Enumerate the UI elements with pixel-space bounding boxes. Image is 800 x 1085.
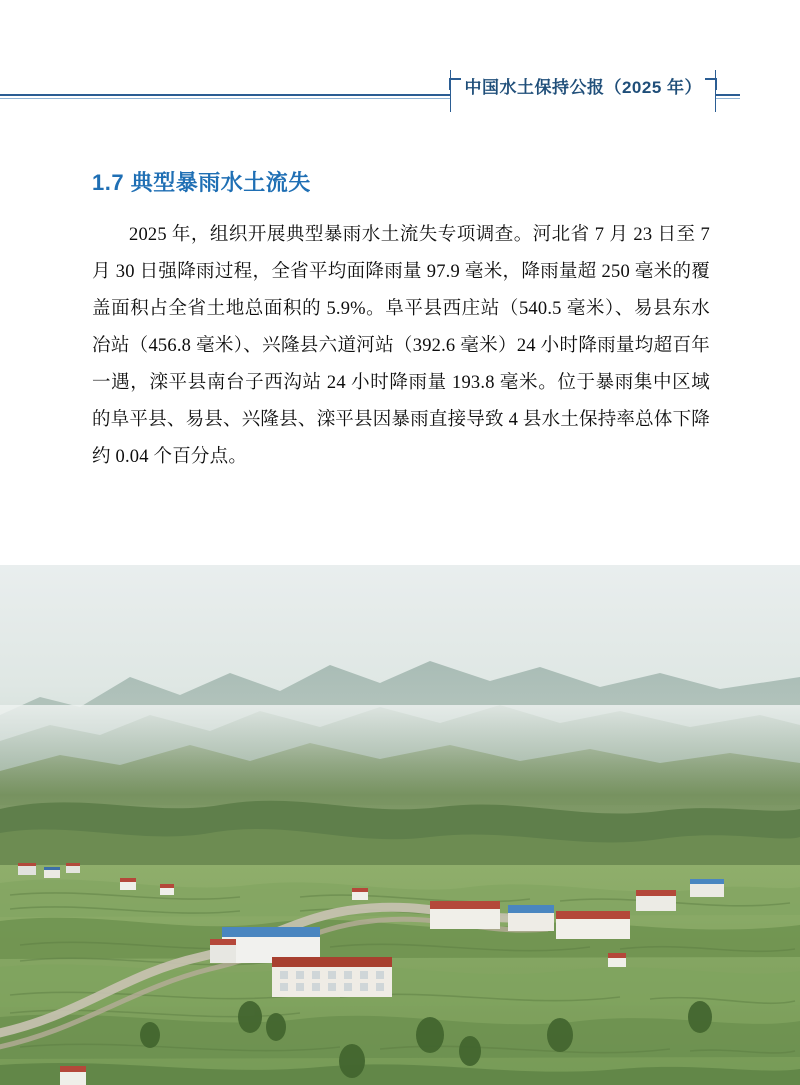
landscape-photo: [0, 565, 800, 1085]
header-title-box: [450, 70, 716, 108]
page-header: [0, 62, 800, 118]
header-corner-right-icon: [705, 78, 717, 90]
section-heading: 1.7 典型暴雨水土流失: [92, 170, 311, 196]
body-paragraph: 2025 年，组织开展典型暴雨水土流失专项调查。河北省 7 月 23 日至 7 月 30 日强降雨过程，全省平均面降雨量 97.9 毫米，降雨量超 250 毫米的覆盖面积占全省土地总面积的 5.9%。阜平县西庄站（540.5 毫米）、易县东水冶站（456.8 毫米）、兴隆县六道河站（392.6 毫米）24 小时降雨量均超百年一遇，滦平县南台子西沟站 24 小时降雨量 193.8 毫米。位于暴雨集中区域的阜平县、易县、兴隆县、滦平县因暴雨直接导致 4 县水土保持率总体下降约 0.04 个百分点。: [92, 224, 710, 467]
header-corner-left-icon: [449, 78, 461, 90]
running-header-title: 中国水土保持公报（2025 年）: [464, 78, 702, 97]
